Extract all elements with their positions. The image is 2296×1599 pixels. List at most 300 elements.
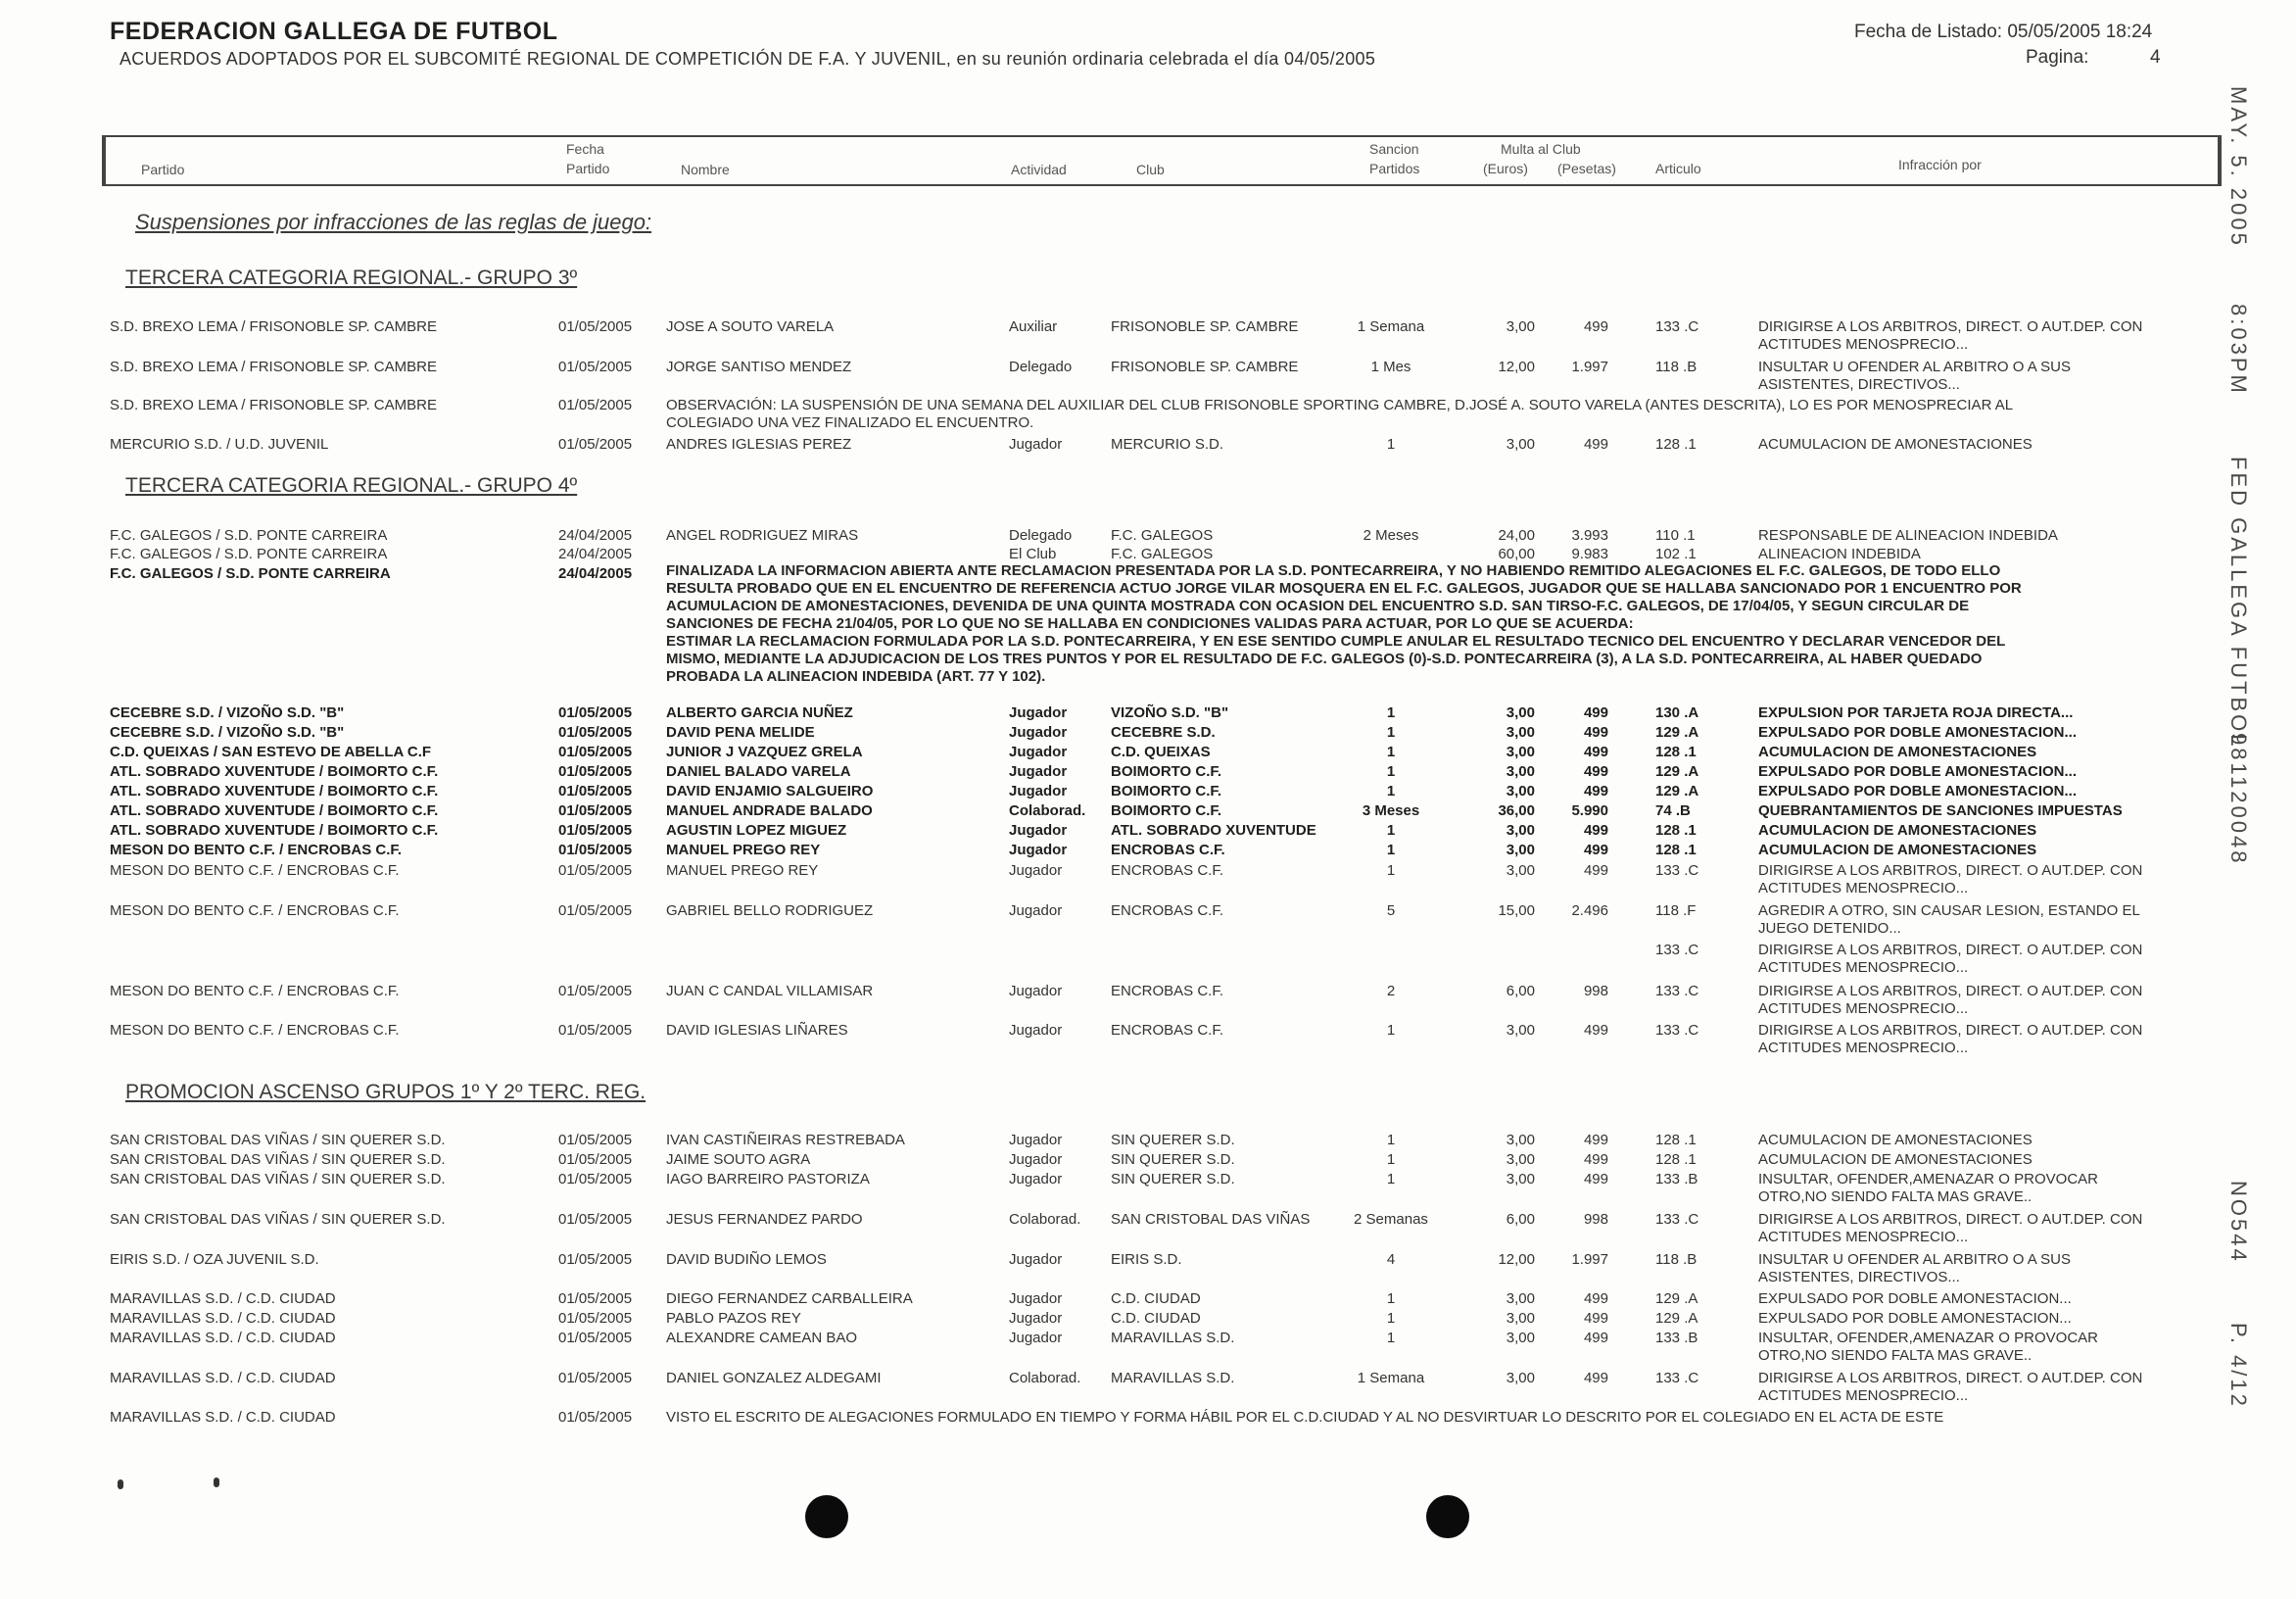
col-nombre: Nombre — [681, 162, 730, 177]
sancion-cell: 1 — [1386, 744, 1396, 760]
actividad-cell: Jugador — [1009, 1022, 1063, 1039]
col-pesetas: (Pesetas) — [1557, 161, 1616, 176]
actividad-cell: Delegado — [1009, 527, 1073, 544]
sancion-cell: 1 — [1386, 822, 1396, 839]
pesetas-cell: 998 — [1583, 983, 1608, 999]
nombre-cell: MANUEL PREGO REY — [666, 862, 819, 879]
euros-cell: 6,00 — [1506, 1211, 1535, 1228]
euros-cell: 3,00 — [1506, 436, 1535, 453]
table-row — [0, 724, 2296, 742]
nombre-cell: PABLO PAZOS REY — [666, 1310, 801, 1327]
euros-cell: 3,00 — [1506, 1022, 1535, 1039]
pesetas-cell: 499 — [1583, 763, 1608, 780]
nombre-cell: GABRIEL BELLO RODRIGUEZ — [666, 902, 874, 919]
sancion-cell: 1 Semana — [1357, 1370, 1425, 1386]
articulo-cell: 133 .C — [1655, 318, 1699, 335]
fecha-cell: 01/05/2005 — [558, 1251, 633, 1268]
partido-cell: S.D. BREXO LEMA / FRISONOBLE SP. CAMBRE — [110, 318, 437, 335]
pesetas-cell: 9.983 — [1571, 546, 1608, 562]
listing-date: Fecha de Listado: 05/05/2005 18:24 — [1854, 22, 2153, 42]
nombre-cell: DAVID BUDIÑO LEMOS — [666, 1251, 827, 1268]
actividad-cell: Jugador — [1009, 1151, 1063, 1168]
table-row — [0, 1132, 2296, 1149]
infraccion-cell-cont: OTRO,NO SIENDO FALTA MAS GRAVE.. — [1758, 1347, 2033, 1364]
club-cell: MARAVILLAS S.D. — [1111, 1330, 1235, 1346]
club-cell: C.D. CIUDAD — [1111, 1290, 1201, 1307]
sancion-cell: 1 — [1386, 1132, 1396, 1148]
articulo-cell: 118 .F — [1655, 902, 1697, 919]
infraccion-cell-cont: ACTITUDES MENOSPRECIO... — [1758, 1387, 1969, 1404]
pesetas-cell: 1.997 — [1571, 1251, 1608, 1268]
actividad-cell: Jugador — [1009, 1132, 1063, 1148]
euros-cell: 15,00 — [1498, 902, 1535, 919]
nombre-cell: DANIEL BALADO VARELA — [666, 763, 851, 780]
infraccion-cell: INSULTAR U OFENDER AL ARBITRO O A SUS — [1758, 359, 2071, 375]
fecha-cell: 01/05/2005 — [558, 359, 633, 375]
fecha-cell: 01/05/2005 — [558, 744, 633, 760]
partido-cell: MESON DO BENTO C.F. / ENCROBAS C.F. — [110, 902, 400, 919]
euros-cell: 3,00 — [1506, 1132, 1535, 1148]
club-cell: EIRIS S.D. — [1111, 1251, 1182, 1268]
infraccion-cell: EXPULSADO POR DOBLE AMONESTACION... — [1758, 724, 2078, 741]
table-row — [0, 359, 2296, 393]
articulo-cell: 130 .A — [1655, 704, 1699, 721]
observation-text: VISTO EL ESCRITO DE ALEGACIONES FORMULADO EN TIEMPO Y FORMA HÁBIL POR EL C.D.CIUDAD Y AL NO DESVIRTUAR LO DESCRITO POR EL COLEGIADO EN EL ACTA DE ESTE — [666, 1409, 1944, 1426]
sancion-cell: 1 Mes — [1370, 359, 1411, 375]
infraccion-cell: ACUMULACION DE AMONESTACIONES — [1758, 1132, 2033, 1148]
infraccion-cell: EXPULSADO POR DOBLE AMONESTACION... — [1758, 1310, 2072, 1327]
infraccion-cell-cont: ACTITUDES MENOSPRECIO... — [1758, 880, 1969, 896]
partido-cell: MARAVILLAS S.D. / C.D. CIUDAD — [110, 1370, 336, 1386]
fecha-cell: 24/04/2005 — [558, 527, 633, 544]
pesetas-cell: 499 — [1583, 842, 1608, 858]
fecha-cell: 01/05/2005 — [558, 1310, 633, 1327]
sancion-cell: 1 — [1386, 724, 1396, 741]
articulo-cell: 133 .C — [1655, 983, 1699, 999]
partido-cell: F.C. GALEGOS / S.D. PONTE CARREIRA — [110, 527, 388, 544]
section-title: Suspensiones por infracciones de las reglas de juego: — [135, 210, 652, 234]
euros-cell: 3,00 — [1506, 744, 1535, 760]
articulo-cell: 129 .A — [1655, 1310, 1698, 1327]
nombre-cell: DAVID IGLESIAS LIÑARES — [666, 1022, 848, 1039]
nombre-cell: ALBERTO GARCIA NUÑEZ — [666, 704, 853, 721]
euros-cell: 3,00 — [1506, 1290, 1535, 1307]
infraccion-cell: ACUMULACION DE AMONESTACIONES — [1758, 744, 2037, 760]
club-cell: ENCROBAS C.F. — [1111, 983, 1224, 999]
fecha-cell: 01/05/2005 — [558, 763, 633, 780]
fecha-cell: 01/05/2005 — [558, 1370, 633, 1386]
actividad-cell: Jugador — [1009, 763, 1068, 780]
table-row — [0, 436, 2296, 454]
sancion-cell: 2 Semanas — [1354, 1211, 1428, 1228]
sancion-cell: 2 — [1386, 983, 1396, 999]
actividad-cell: Jugador — [1009, 704, 1068, 721]
page-number: 4 — [2150, 47, 2161, 68]
articulo-cell: 133 .C — [1655, 942, 1699, 958]
sancion-cell: 1 — [1386, 1310, 1396, 1327]
articulo-cell: 118 .B — [1655, 1251, 1698, 1268]
actividad-cell: Delegado — [1009, 359, 1073, 375]
euros-cell: 3,00 — [1506, 763, 1535, 780]
table-row — [0, 1370, 2296, 1404]
partido-cell: ATL. SOBRADO XUVENTUDE / BOIMORTO C.F. — [110, 783, 439, 800]
fax-stamp-job: NO544 — [2226, 1181, 2251, 1264]
infraccion-cell: DIRIGIRSE A LOS ARBITROS, DIRECT. O AUT.DEP. CON — [1758, 942, 2143, 958]
articulo-cell: 129 .A — [1655, 724, 1699, 741]
table-row — [0, 704, 2296, 722]
pesetas-cell: 499 — [1583, 1330, 1608, 1346]
euros-cell: 3,00 — [1506, 1310, 1535, 1327]
partido-cell: MESON DO BENTO C.F. / ENCROBAS C.F. — [110, 862, 400, 879]
club-cell: BOIMORTO C.F. — [1111, 783, 1222, 800]
col-euros: (Euros) — [1483, 161, 1528, 176]
partido-cell: MESON DO BENTO C.F. / ENCROBAS C.F. — [110, 983, 400, 999]
col-club: Club — [1136, 162, 1165, 177]
actividad-cell: El Club — [1009, 546, 1057, 562]
articulo-cell: 133 .B — [1655, 1171, 1698, 1187]
partido-cell: SAN CRISTOBAL DAS VIÑAS / SIN QUERER S.D. — [110, 1151, 446, 1168]
club-cell: ENCROBAS C.F. — [1111, 902, 1224, 919]
club-cell: ATL. SOBRADO XUVENTUDE — [1111, 822, 1316, 839]
pesetas-cell: 1.997 — [1571, 359, 1608, 375]
nombre-cell: IAGO BARREIRO PASTORIZA — [666, 1171, 870, 1187]
club-cell: SAN CRISTOBAL DAS VIÑAS — [1111, 1211, 1311, 1228]
actividad-cell: Jugador — [1009, 1290, 1063, 1307]
nombre-cell: DIEGO FERNANDEZ CARBALLEIRA — [666, 1290, 913, 1307]
euros-cell: 3,00 — [1506, 704, 1535, 721]
euros-cell: 6,00 — [1506, 983, 1535, 999]
sancion-cell: 1 — [1386, 1022, 1396, 1039]
partido-cell: C.D. QUEIXAS / SAN ESTEVO DE ABELLA C.F — [110, 744, 432, 760]
sancion-cell: 1 — [1386, 763, 1396, 780]
infraccion-cell: DIRIGIRSE A LOS ARBITROS, DIRECT. O AUT.DEP. CON — [1758, 1211, 2143, 1228]
col-actividad: Actividad — [1011, 162, 1067, 177]
articulo-cell: 118 .B — [1655, 359, 1698, 375]
articulo-cell: 129 .A — [1655, 763, 1699, 780]
fecha-cell: 01/05/2005 — [558, 862, 633, 879]
sancion-cell: 1 — [1386, 1330, 1396, 1346]
sancion-cell: 1 — [1386, 1171, 1396, 1187]
observation-text: OBSERVACIÓN: LA SUSPENSIÓN DE UNA SEMANA DEL AUXILIAR DEL CLUB FRISONOBLE SPORTING CAMBRE, D.JOSÉ A. SOUTO VARELA (ANTES DESCRITA), LO ES POR MENOSPRECIAR AL — [666, 397, 2014, 413]
group-heading: PROMOCION ASCENSO GRUPOS 1º Y 2º TERC. REG. — [125, 1081, 646, 1103]
euros-cell: 12,00 — [1498, 1251, 1535, 1268]
fecha-cell: 01/05/2005 — [558, 397, 633, 413]
club-cell: ENCROBAS C.F. — [1111, 862, 1224, 879]
pesetas-cell: 499 — [1583, 436, 1608, 453]
fax-stamp-number: 981120048 — [2226, 733, 2251, 866]
col-articulo: Articulo — [1655, 161, 1701, 176]
fecha-cell: 01/05/2005 — [558, 318, 633, 335]
actividad-cell: Jugador — [1009, 1171, 1063, 1187]
fax-stamp-date: MAY. 5. 2005 — [2226, 86, 2251, 248]
pesetas-cell: 499 — [1583, 1290, 1608, 1307]
club-cell: C.D. QUEIXAS — [1111, 744, 1211, 760]
articulo-cell: 133 .B — [1655, 1330, 1698, 1346]
observation-row — [0, 397, 2296, 431]
infraccion-cell-cont: ACTITUDES MENOSPRECIO... — [1758, 336, 1969, 353]
euros-cell: 3,00 — [1506, 1171, 1535, 1187]
sancion-cell: 5 — [1386, 902, 1396, 919]
infraccion-cell: RESPONSABLE DE ALINEACION INDEBIDA — [1758, 527, 2058, 544]
articulo-cell: 128 .1 — [1655, 744, 1697, 760]
pesetas-cell: 3.993 — [1571, 527, 1608, 544]
sancion-cell: 1 — [1386, 862, 1396, 879]
partido-cell: EIRIS S.D. / OZA JUVENIL S.D. — [110, 1251, 319, 1268]
col-sancion-l2: Partidos — [1369, 161, 1420, 176]
infraccion-cell: EXPULSADO POR DOBLE AMONESTACION... — [1758, 783, 2078, 800]
pesetas-cell: 998 — [1583, 1211, 1608, 1228]
pesetas-cell: 499 — [1583, 1310, 1608, 1327]
infraccion-cell-cont: ASISTENTES, DIRECTIVOS... — [1758, 376, 1960, 393]
euros-cell: 3,00 — [1506, 822, 1535, 839]
infraccion-cell: DIRIGIRSE A LOS ARBITROS, DIRECT. O AUT.DEP. CON — [1758, 1022, 2143, 1039]
partido-cell: MARAVILLAS S.D. / C.D. CIUDAD — [110, 1310, 336, 1327]
table-row — [0, 983, 2296, 1017]
table-row — [0, 1211, 2296, 1245]
articulo-cell: 133 .C — [1655, 862, 1699, 879]
infraccion-cell-cont: ACTITUDES MENOSPRECIO... — [1758, 1000, 1969, 1017]
articulo-cell: 133 .C — [1655, 1211, 1699, 1228]
partido-cell: MESON DO BENTO C.F. / ENCROBAS C.F. — [110, 1022, 400, 1039]
partido-cell: ATL. SOBRADO XUVENTUDE / BOIMORTO C.F. — [110, 802, 439, 819]
col-sancion-l1: Sancion — [1369, 141, 1419, 157]
col-fecha-l2: Partido — [566, 161, 610, 176]
sancion-cell: 1 — [1386, 1290, 1396, 1307]
articulo-cell: 102 .1 — [1655, 546, 1697, 562]
partido-cell: ATL. SOBRADO XUVENTUDE / BOIMORTO C.F. — [110, 763, 439, 780]
infraccion-cell: QUEBRANTAMIENTOS DE SANCIONES IMPUESTAS — [1758, 802, 2123, 819]
infraccion-cell: DIRIGIRSE A LOS ARBITROS, DIRECT. O AUT.DEP. CON — [1758, 1370, 2143, 1386]
fecha-cell: 01/05/2005 — [558, 1211, 633, 1228]
club-cell: MARAVILLAS S.D. — [1111, 1370, 1235, 1386]
pesetas-cell: 499 — [1583, 1370, 1608, 1386]
actividad-cell: Colaborad. — [1009, 1211, 1081, 1228]
fecha-cell: 01/05/2005 — [558, 783, 633, 800]
articulo-cell: 129 .A — [1655, 783, 1699, 800]
fecha-cell: 01/05/2005 — [558, 842, 633, 858]
actividad-cell: Jugador — [1009, 842, 1068, 858]
articulo-cell: 128 .1 — [1655, 1151, 1697, 1168]
pesetas-cell: 499 — [1583, 744, 1608, 760]
table-row — [0, 1171, 2296, 1205]
fecha-cell: 01/05/2005 — [558, 822, 633, 839]
pesetas-cell: 499 — [1583, 1022, 1608, 1039]
col-fecha-l1: Fecha — [566, 141, 604, 157]
nombre-cell: ANGEL RODRIGUEZ MIRAS — [666, 527, 859, 544]
document-title: FEDERACION GALLEGA DE FUTBOL — [110, 18, 558, 45]
table-row — [0, 318, 2296, 353]
sancion-cell: 1 — [1386, 436, 1396, 453]
actividad-cell: Jugador — [1009, 983, 1063, 999]
table-row — [0, 902, 2296, 937]
actividad-cell: Jugador — [1009, 744, 1068, 760]
actividad-cell: Jugador — [1009, 902, 1063, 919]
fecha-cell: 01/05/2005 — [558, 802, 633, 819]
euros-cell: 3,00 — [1506, 862, 1535, 879]
euros-cell: 3,00 — [1506, 842, 1535, 858]
scan-speck — [118, 1479, 123, 1489]
club-cell: SIN QUERER S.D. — [1111, 1132, 1235, 1148]
fecha-cell: 01/05/2005 — [558, 1151, 633, 1168]
euros-cell: 3,00 — [1506, 1330, 1535, 1346]
table-row — [0, 1251, 2296, 1285]
fecha-cell: 24/04/2005 — [558, 546, 633, 562]
sancion-cell: 2 Meses — [1363, 527, 1419, 544]
nombre-cell: JOSE A SOUTO VARELA — [666, 318, 835, 335]
articulo-cell: 128 .1 — [1655, 822, 1697, 839]
actividad-cell: Jugador — [1009, 1251, 1063, 1268]
punch-hole — [805, 1495, 848, 1538]
partido-cell: SAN CRISTOBAL DAS VIÑAS / SIN QUERER S.D. — [110, 1211, 446, 1228]
nombre-cell: MANUEL ANDRADE BALADO — [666, 802, 873, 819]
pesetas-cell: 499 — [1583, 1171, 1608, 1187]
partido-cell: MESON DO BENTO C.F. / ENCROBAS C.F. — [110, 842, 403, 858]
articulo-cell: 128 .1 — [1655, 436, 1697, 453]
articulo-cell: 133 .C — [1655, 1022, 1699, 1039]
articulo-cell: 128 .1 — [1655, 842, 1697, 858]
club-cell: SIN QUERER S.D. — [1111, 1151, 1235, 1168]
pesetas-cell: 499 — [1583, 862, 1608, 879]
partido-cell: S.D. BREXO LEMA / FRISONOBLE SP. CAMBRE — [110, 359, 437, 375]
actividad-cell: Colaborad. — [1009, 802, 1086, 819]
nombre-cell: JUAN C CANDAL VILLAMISAR — [666, 983, 874, 999]
nombre-cell: IVAN CASTIÑEIRAS RESTREBADA — [666, 1132, 905, 1148]
observation-text-cont: COLEGIADO UNA VEZ FINALIZADO EL ENCUENTRO. — [666, 414, 1034, 431]
group-heading: TERCERA CATEGORIA REGIONAL.- GRUPO 4º — [125, 474, 578, 497]
table-row — [0, 1310, 2296, 1328]
fecha-cell: 01/05/2005 — [558, 1290, 633, 1307]
partido-cell: MERCURIO S.D. / U.D. JUVENIL — [110, 436, 329, 453]
pesetas-cell: 499 — [1583, 704, 1608, 721]
club-cell: FRISONOBLE SP. CAMBRE — [1111, 318, 1299, 335]
table-row — [0, 862, 2296, 896]
nombre-cell: DAVID ENJAMIO SALGUEIRO — [666, 783, 874, 800]
fecha-cell: 01/05/2005 — [558, 1022, 633, 1039]
club-cell: C.D. CIUDAD — [1111, 1310, 1201, 1327]
sancion-cell: 1 — [1386, 1151, 1396, 1168]
infraccion-cell: DIRIGIRSE A LOS ARBITROS, DIRECT. O AUT.DEP. CON — [1758, 983, 2143, 999]
actividad-cell: Jugador — [1009, 436, 1063, 453]
partido-cell: MARAVILLAS S.D. / C.D. CIUDAD — [110, 1330, 336, 1346]
fax-stamp-sender: FED GALLEGA FUTBOL — [2226, 457, 2251, 750]
club-cell: CECEBRE S.D. — [1111, 724, 1216, 741]
euros-cell: 60,00 — [1498, 546, 1535, 562]
partido-cell: ATL. SOBRADO XUVENTUDE / BOIMORTO C.F. — [110, 822, 439, 839]
resolution-text: FINALIZADA LA INFORMACION ABIERTA ANTE RECLAMACION PRESENTADA POR LA S.D. PONTECARREIRA, Y NO HABIENDO REMITIDO ALEGACIONES EL F.C. GALEGOS, DE TODO ELLO RESULTA PROBADO QUE EN EL ENCUENTRO DE REFERENCIA ACTUO JORGE VILAR MOSQUERA EN EL F.C. GALEGOS, JUGADOR QUE SE HALLABA SANCIONADO POR 1 ENCUENTRO POR ACUMULACION DE AMONESTACIONES, DEVENIDA DE UNA QUINTA MOSTRADA CON OCASION DEL ENCUENTRO S.D. SAN TIRSO-F.C. GALEGOS, DE 17/04/05, Y SEGUN CIRCULAR DE SANCIONES DE FECHA 21/04/05, POR LO QUE NO SE HALLABA EN CONDICIONES VALIDAS PARA ACTUAR, POR LO QUE SE ACUERDA: ESTIMAR LA RECLAMACION FORMULADA POR LA S.D. PONTECARREIRA, Y EN ESE SENTIDO CUMPLE ANULAR EL RESULTADO TECNICO DEL ENCUENTRO Y DECLARAR VENCEDOR DEL MISMO, MEDIANTE LA ADJUDICACION DE LOS TRES PUNTOS Y POR EL RESULTADO DE F.C. GALEGOS (0)-S.D. PONTECARREIRA (3), A LA S.D. PONTECARREIRA, AL HABER QUEDADO PROBADA LA ALINEACION INDEBIDA (ART. 77 Y 102). — [666, 562, 2022, 685]
fecha-cell: 01/05/2005 — [558, 1132, 633, 1148]
nombre-cell: ALEXANDRE CAMEAN BAO — [666, 1330, 858, 1346]
sancion-cell: 1 Semana — [1357, 318, 1425, 335]
articulo-cell: 74 .B — [1655, 802, 1691, 819]
euros-cell: 3,00 — [1506, 1151, 1535, 1168]
nombre-cell: DANIEL GONZALEZ ALDEGAMI — [666, 1370, 882, 1386]
infraccion-cell-cont: OTRO,NO SIENDO FALTA MAS GRAVE.. — [1758, 1188, 2033, 1205]
infraccion-cell-cont: ACTITUDES MENOSPRECIO... — [1758, 959, 1969, 976]
infraccion-cell: INSULTAR, OFENDER,AMENAZAR O PROVOCAR — [1758, 1330, 2098, 1346]
club-cell: FRISONOBLE SP. CAMBRE — [1111, 359, 1299, 375]
club-cell: F.C. GALEGOS — [1111, 527, 1214, 544]
infraccion-cell: DIRIGIRSE A LOS ARBITROS, DIRECT. O AUT.DEP. CON — [1758, 318, 2143, 335]
fecha-cell: 01/05/2005 — [558, 1171, 633, 1187]
euros-cell: 12,00 — [1498, 359, 1535, 375]
infraccion-cell-cont: JUEGO DETENIDO... — [1758, 920, 1901, 937]
sancion-cell: 4 — [1386, 1251, 1396, 1268]
partido-cell: SAN CRISTOBAL DAS VIÑAS / SIN QUERER S.D. — [110, 1132, 446, 1148]
fecha-cell: 01/05/2005 — [558, 1409, 633, 1426]
infraccion-cell: ACUMULACION DE AMONESTACIONES — [1758, 822, 2037, 839]
partido-cell: F.C. GALEGOS / S.D. PONTE CARREIRA — [110, 546, 388, 562]
fecha-cell: 01/05/2005 — [558, 704, 633, 721]
actividad-cell: Jugador — [1009, 862, 1063, 879]
table-row — [0, 546, 2296, 563]
table-row — [0, 783, 2296, 800]
club-cell: SIN QUERER S.D. — [1111, 1171, 1235, 1187]
table-row — [0, 763, 2296, 781]
pesetas-cell: 499 — [1583, 783, 1608, 800]
table-row — [0, 842, 2296, 859]
euros-cell: 36,00 — [1498, 802, 1535, 819]
infraccion-cell: EXPULSION POR TARJETA ROJA DIRECTA... — [1758, 704, 2074, 721]
partido-cell: F.C. GALEGOS / S.D. PONTE CARREIRA — [110, 565, 391, 582]
table-row — [0, 1330, 2296, 1364]
fecha-cell: 24/04/2005 — [558, 565, 633, 582]
euros-cell: 3,00 — [1506, 1370, 1535, 1386]
partido-cell: MARAVILLAS S.D. / C.D. CIUDAD — [110, 1290, 336, 1307]
articulo-cell: 133 .C — [1655, 1370, 1699, 1386]
infraccion-cell: EXPULSADO POR DOBLE AMONESTACION... — [1758, 763, 2078, 780]
partido-cell: CECEBRE S.D. / VIZOÑO S.D. "B" — [110, 724, 345, 741]
club-cell: BOIMORTO C.F. — [1111, 763, 1222, 780]
club-cell: VIZOÑO S.D. "B" — [1111, 704, 1229, 721]
fecha-cell: 01/05/2005 — [558, 1330, 633, 1346]
col-infraccion: Infracción por — [1898, 157, 1982, 172]
table-row — [0, 942, 2296, 976]
articulo-cell: 110 .1 — [1655, 527, 1696, 544]
infraccion-cell: ACUMULACION DE AMONESTACIONES — [1758, 842, 2037, 858]
infraccion-cell: INSULTAR, OFENDER,AMENAZAR O PROVOCAR — [1758, 1171, 2098, 1187]
punch-hole — [1426, 1495, 1469, 1538]
nombre-cell: JORGE SANTISO MENDEZ — [666, 359, 852, 375]
group-heading: TERCERA CATEGORIA REGIONAL.- GRUPO 3º — [125, 266, 578, 289]
fecha-cell: 01/05/2005 — [558, 724, 633, 741]
fecha-cell: 01/05/2005 — [558, 902, 633, 919]
pesetas-cell: 499 — [1583, 724, 1608, 741]
infraccion-cell: EXPULSADO POR DOBLE AMONESTACION... — [1758, 1290, 2072, 1307]
actividad-cell: Jugador — [1009, 783, 1068, 800]
infraccion-cell: ACUMULACION DE AMONESTACIONES — [1758, 436, 2033, 453]
page-label: Pagina: — [2026, 47, 2089, 68]
table-row — [0, 802, 2296, 820]
sancion-cell: 1 — [1386, 842, 1396, 858]
col-partido: Partido — [141, 162, 185, 177]
table-row — [0, 1151, 2296, 1169]
nombre-cell: JESUS FERNANDEZ PARDO — [666, 1211, 863, 1228]
fecha-cell: 01/05/2005 — [558, 983, 633, 999]
infraccion-cell-cont: ACTITUDES MENOSPRECIO... — [1758, 1229, 1969, 1245]
club-cell: BOIMORTO C.F. — [1111, 802, 1222, 819]
sancion-cell: 3 Meses — [1362, 802, 1420, 819]
nombre-cell: JAIME SOUTO AGRA — [666, 1151, 811, 1168]
euros-cell: 3,00 — [1506, 783, 1535, 800]
actividad-cell: Jugador — [1009, 1330, 1063, 1346]
club-cell: ENCROBAS C.F. — [1111, 1022, 1224, 1039]
actividad-cell: Auxiliar — [1009, 318, 1058, 335]
nombre-cell: ANDRES IGLESIAS PEREZ — [666, 436, 852, 453]
sancion-cell: 1 — [1386, 783, 1396, 800]
actividad-cell: Jugador — [1009, 1310, 1063, 1327]
articulo-cell: 128 .1 — [1655, 1132, 1697, 1148]
infraccion-cell: ALINEACION INDEBIDA — [1758, 546, 1921, 562]
